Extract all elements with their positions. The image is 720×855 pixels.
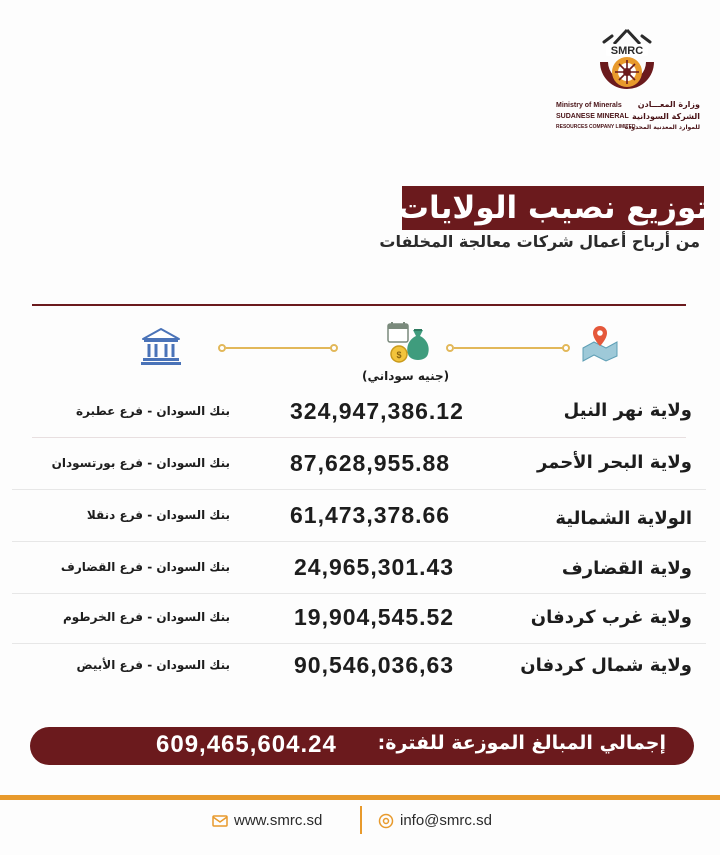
page-title-box <box>397 186 709 230</box>
bank-branch: بنك السودان - فرع الخرطوم <box>62 610 230 624</box>
bank-icon <box>140 326 182 366</box>
page-subtitle: من أرباح أعمال شركات معالجة المخلفات <box>379 232 700 251</box>
amount-value: 87,628,955.88 <box>290 450 451 476</box>
state-name: ولاية القضارف <box>561 558 692 579</box>
company-ar-2: للموارد المعدنية المحدودة <box>624 124 700 131</box>
logo-wordmark <box>548 100 708 140</box>
amount-value: 324,947,386.12 <box>290 398 464 424</box>
row-divider <box>12 593 706 594</box>
bank-branch: بنك السودان - فرع بورتسودان <box>51 456 230 470</box>
connector-line <box>226 347 334 349</box>
email-link[interactable] <box>378 812 492 829</box>
state-name: ولاية غرب كردفان <box>530 607 692 628</box>
page-title: توزيع نصيب الولايات <box>397 190 709 226</box>
bank-branch: بنك السودان - فرع الأبيض <box>76 658 230 672</box>
connector-dot <box>446 344 454 352</box>
svg-text:SMRC: SMRC <box>610 45 644 57</box>
divider <box>32 304 686 306</box>
connector-dot <box>330 344 338 352</box>
table-row <box>0 496 720 544</box>
footer-bar <box>0 795 720 800</box>
footer-divider <box>360 806 362 834</box>
row-divider <box>12 489 706 490</box>
at-icon <box>378 813 394 829</box>
amount-value: 24,965,301.43 <box>294 554 455 580</box>
connector-dot <box>562 344 570 352</box>
table-row <box>0 392 720 440</box>
email-text: info@smrc.sd <box>400 812 492 829</box>
total-value: 609,465,604.24 <box>156 731 337 758</box>
table-row <box>0 646 720 694</box>
bank-branch: بنك السودان - فرع عطبرة <box>76 404 230 418</box>
currency-label: (جنيه سوداني) <box>362 369 450 383</box>
state-name: ولاية نهر النيل <box>563 400 692 421</box>
mail-icon <box>212 815 228 827</box>
row-divider <box>32 437 686 438</box>
row-divider <box>12 643 706 644</box>
website-text: www.smrc.sd <box>234 812 323 829</box>
company-en-1: SUDANESE MINERAL <box>556 113 629 120</box>
company-en-2: RESOURCES COMPANY LIMITED <box>556 124 636 130</box>
state-name: ولاية البحر الأحمر <box>536 452 692 473</box>
amount-value: 61,473,378.66 <box>290 502 451 528</box>
ministry-en: Ministry of Minerals <box>556 102 622 109</box>
website-link[interactable] <box>212 812 322 829</box>
money-bag-icon <box>386 318 432 366</box>
table-row <box>0 598 720 646</box>
map-pin-icon <box>580 322 620 362</box>
total-label: إجمالي المبالغ الموزعة للفترة: <box>377 732 666 754</box>
row-divider <box>12 541 706 542</box>
connector-dot <box>218 344 226 352</box>
connector-line <box>454 347 566 349</box>
state-name: الولاية الشمالية <box>555 508 692 529</box>
ministry-ar: وزارة المعـــادن <box>637 100 700 109</box>
amount-value: 19,904,545.52 <box>294 604 455 630</box>
bank-branch: بنك السودان - فرع دنقلا <box>86 508 230 522</box>
svg-text:$: $ <box>396 350 402 360</box>
table-row <box>0 444 720 492</box>
smrc-logo <box>592 26 662 104</box>
total-box <box>30 727 694 765</box>
amount-value: 90,546,036,63 <box>294 652 455 678</box>
bank-branch: بنك السودان - فرع القضارف <box>60 560 230 574</box>
table-row <box>0 548 720 596</box>
company-ar-1: الشركة السودانية <box>631 112 700 121</box>
state-name: ولاية شمال كردفان <box>520 655 692 676</box>
